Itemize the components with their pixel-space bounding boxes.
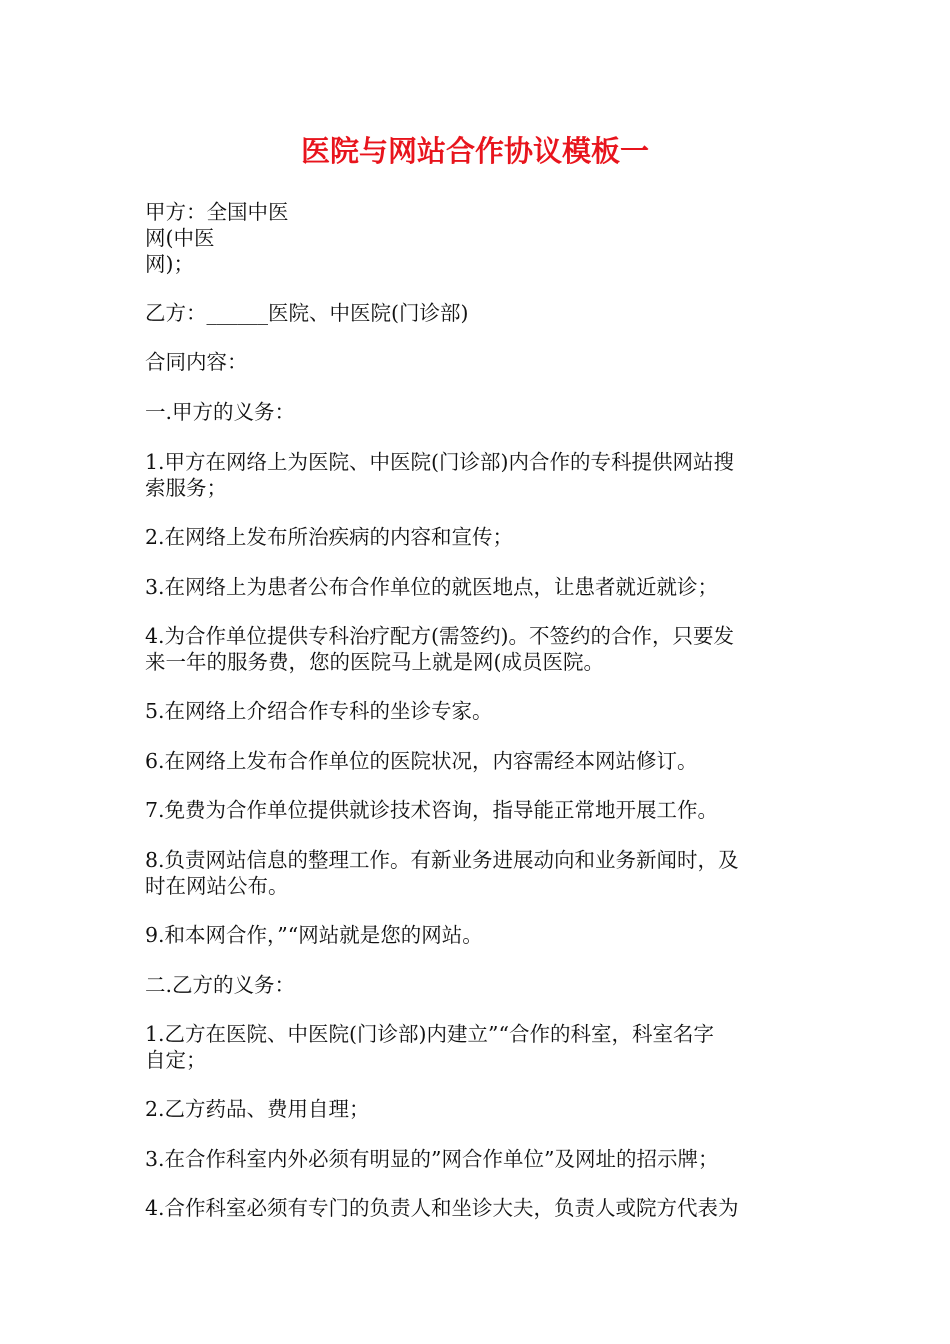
text-line: 3.在网络上为患者公布合作单位的就医地点，让患者就近就诊； xyxy=(145,575,719,599)
text-line: 来一年的服务费，您的医院马上就是网(成员医院。 xyxy=(145,650,604,674)
text-line: 1.乙方在医院、中医院(门诊部)内建立”“合作的科室，科室名字 xyxy=(145,1022,715,1046)
text-line: 1.甲方在网络上为医院、中医院(门诊部)内合作的专科提供网站搜 xyxy=(145,450,735,474)
section-heading: 一.甲方的义务： xyxy=(145,400,296,424)
text-line: 8.负责网站信息的整理工作。有新业务进展动向和业务新闻时，及 xyxy=(145,848,739,872)
text-line: 网)； xyxy=(145,252,194,276)
text-line: 9.和本网合作，”“网站就是您的网站。 xyxy=(145,923,483,947)
text-line: 7.免费为合作单位提供就诊技术咨询，指导能正常地开展工作。 xyxy=(145,798,719,822)
text-line: 5.在网络上介绍合作专科的坐诊专家。 xyxy=(145,699,493,723)
section-heading: 二.乙方的义务： xyxy=(145,973,296,997)
text-line: 乙方：______医院、中医院(门诊部) xyxy=(145,301,469,325)
text-line: 6.在网络上发布合作单位的医院状况，内容需经本网站修订。 xyxy=(145,749,698,773)
text-line: 合同内容： xyxy=(145,350,248,374)
text-line: 索服务； xyxy=(145,476,227,500)
text-line: 2.在网络上发布所治疾病的内容和宣传； xyxy=(145,525,514,549)
text-line: 网(中医 xyxy=(145,226,215,250)
text-line: 甲方：全国中医 xyxy=(145,200,289,224)
text-line: 2.乙方药品、费用自理； xyxy=(145,1097,370,1121)
text-line: 3.在合作科室内外必须有明显的”网合作单位”及网址的招示牌； xyxy=(145,1147,719,1171)
text-line: 自定； xyxy=(145,1048,207,1072)
text-line: 4.合作科室必须有专门的负责人和坐诊大夫，负责人或院方代表为 xyxy=(145,1196,739,1220)
document-title: 医院与网站合作协议模板一 xyxy=(300,134,649,168)
text-line: 时在网站公布。 xyxy=(145,874,289,898)
text-line: 4.为合作单位提供专科治疗配方(需签约)。不签约的合作，只要发 xyxy=(145,624,735,648)
